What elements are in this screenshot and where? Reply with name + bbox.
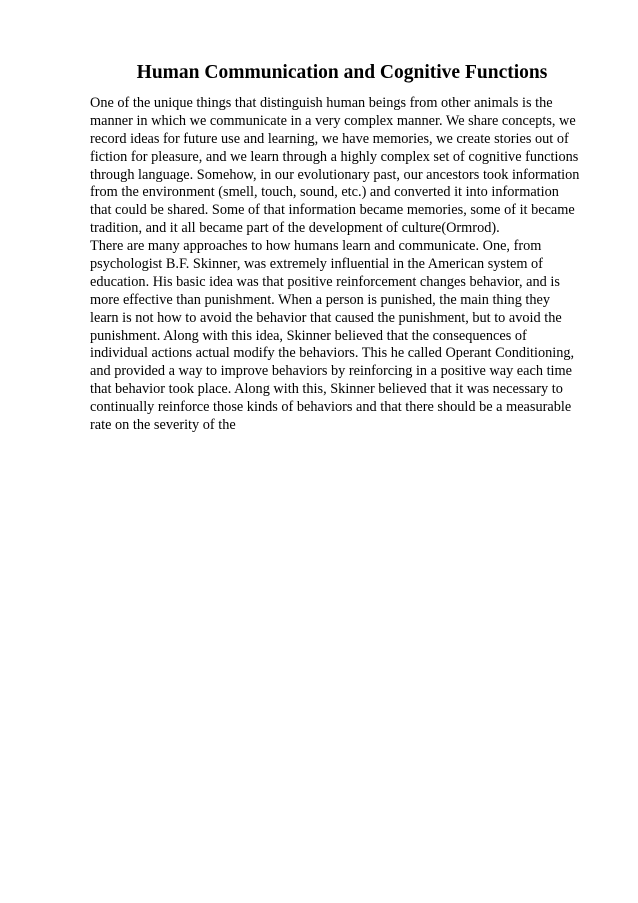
body-line: manner in which we communicate in a very complex manner. We share concepts, we — [90, 112, 576, 129]
body-line: tradition, and it all became part of the development of culture(Ormrod). — [90, 220, 500, 237]
body-line: from the environment (smell, touch, sound, etc.) and converted it into information — [90, 184, 559, 201]
body-line: through language. Somehow, in our evolutionary past, our ancestors took information — [90, 166, 580, 183]
body-line: more effective than punishment. When a person is punished, the main thing they — [90, 291, 551, 308]
body-line: record ideas for future use and learning, we have memories, we create stories out of — [90, 130, 569, 147]
body-line: continually reinforce those kinds of behaviors and that there should be a measurable — [90, 399, 572, 416]
document-title: Human Communication and Cognitive Functions — [136, 62, 548, 83]
body-line: punishment. Along with this idea, Skinner believed that the consequences of — [90, 327, 527, 344]
body-line: There are many approaches to how humans learn and communicate. One, from — [90, 238, 542, 255]
body-line: that behavior took place. Along with this, Skinner believed that it was necessary to — [90, 381, 563, 398]
body-line: individual actions actual modify the behaviors. This he called Operant Conditioning, — [90, 345, 575, 362]
body-line: learn is not how to avoid the behavior that caused the punishment, but to avoid the — [90, 309, 562, 326]
body-line: education. His basic idea was that positive reinforcement changes behavior, and is — [90, 273, 560, 290]
document-body — [90, 95, 610, 435]
body-line: rate on the severity of the — [90, 417, 236, 434]
body-line: fiction for pleasure, and we learn through a highly complex set of cognitive functions — [90, 148, 579, 165]
body-line: One of the unique things that distinguish human beings from other animals is the — [90, 95, 553, 111]
body-line: and provided a way to improve behaviors by reinforcing in a positive way each time — [90, 363, 572, 380]
body-line: that could be shared. Some of that information became memories, some of it became — [90, 202, 575, 219]
body-line: psychologist B.F. Skinner, was extremely influential in the American system of — [90, 256, 543, 273]
